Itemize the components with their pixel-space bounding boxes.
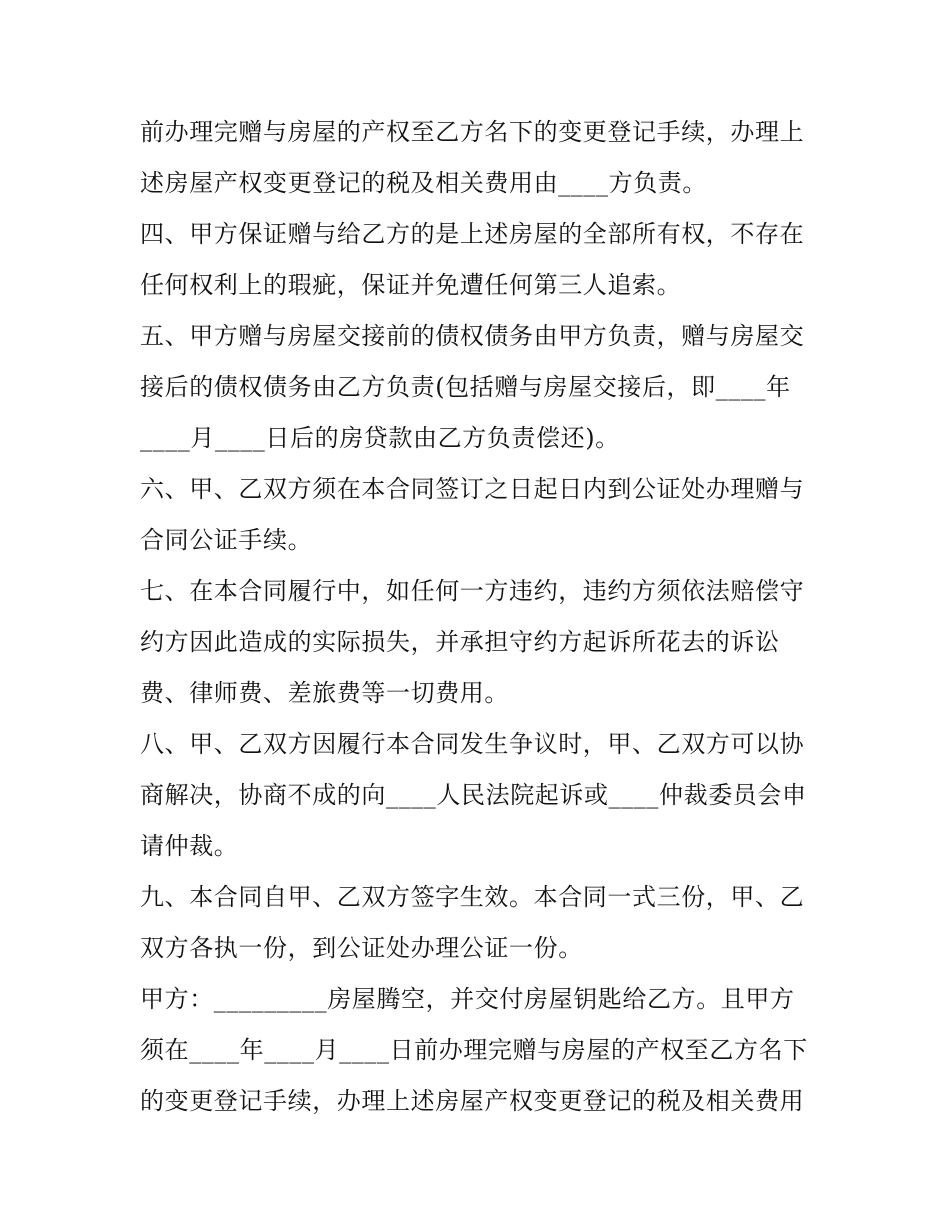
text-line: 任何权利上的瑕疵，保证并免遭任何第三人追索。 <box>140 271 682 299</box>
text-line: 甲方：_________房屋腾空，并交付房屋钥匙给乙方。且甲方 <box>140 985 795 1013</box>
text-line: 接后的债权债务由乙方负责(包括赠与房屋交接后，即____年 <box>140 373 791 401</box>
text-line: 约方因此造成的实际损失，并承担守约方起诉所花去的诉讼 <box>140 628 780 656</box>
text-line: ____月____日后的房贷款由乙方负责偿还)。 <box>140 424 620 452</box>
text-line: 前办理完赠与房屋的产权至乙方名下的变更登记手续，办理上 <box>140 118 805 146</box>
text-line: 的变更登记手续，办理上述房屋产权变更登记的税及相关费用 <box>140 1087 805 1115</box>
text-line: 请仲裁。 <box>140 832 239 860</box>
text-line: 述房屋产权变更登记的税及相关费用由____方负责。 <box>140 169 707 197</box>
text-line: 须在____年____月____日前办理完赠与房屋的产权至乙方名下 <box>140 1036 808 1064</box>
text-line: 七、在本合同履行中，如任何一方违约，违约方须依法赔偿守 <box>140 577 805 605</box>
text-line: 双方各执一份，到公证处办理公证一份。 <box>140 934 583 962</box>
text-line: 五、甲方赠与房屋交接前的债权债务由甲方负责，赠与房屋交 <box>140 322 805 350</box>
text-line: 四、甲方保证赠与给乙方的是上述房屋的全部所有权，不存在 <box>140 220 805 248</box>
text-line: 商解决，协商不成的向____人民法院起诉或____仲裁委员会申 <box>140 781 807 809</box>
contract-text <box>140 107 820 1127</box>
text-line: 费、律师费、差旅费等一切费用。 <box>140 679 509 707</box>
text-line: 六、甲、乙双方须在本合同签订之日起日内到公证处办理赠与 <box>140 475 805 503</box>
text-line: 九、本合同自甲、乙双方签字生效。本合同一式三份，甲、乙 <box>140 883 805 911</box>
text-line: 合同公证手续。 <box>140 526 313 554</box>
text-line: 八、甲、乙双方因履行本合同发生争议时，甲、乙双方可以协 <box>140 730 805 758</box>
